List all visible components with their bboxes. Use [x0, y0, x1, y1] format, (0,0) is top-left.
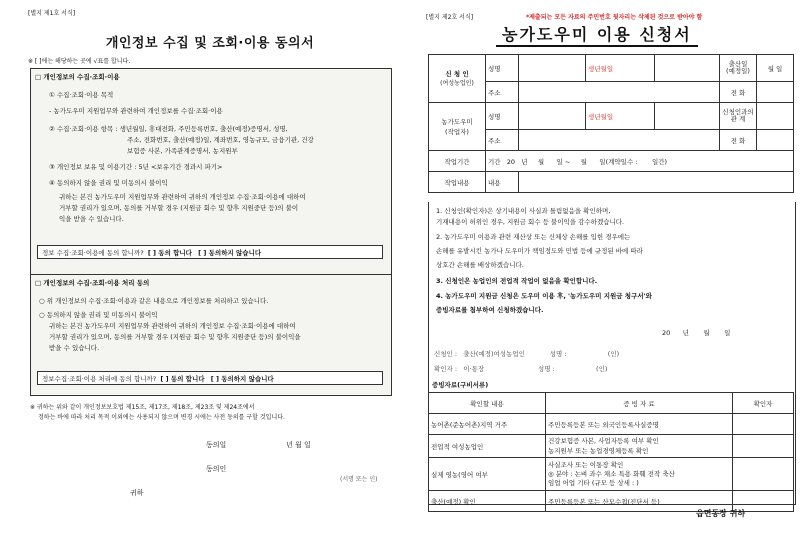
agree-row: [37, 245, 383, 259]
helper-label: 농가도우미 (작업자): [429, 103, 486, 151]
agree-no-checkbox[interactable]: [ ] 동의하지 않습니다: [210, 375, 274, 383]
consent-line: 받을 수 있습니다.: [49, 344, 100, 352]
consent-line: ○ 위 개인정보의 수집·조회·이용과 같은 내용으로 개인정보를 처리하고 있습니다.: [39, 297, 269, 305]
period-field[interactable]: 기간 20 년 월 일 ~ 월 일(계약일수 : 일간): [486, 151, 794, 172]
agree-yes-checkbox[interactable]: [ ] 동의 합니다: [147, 249, 192, 257]
application-date[interactable]: 20 년 월 일: [662, 329, 731, 337]
evidence-doc: 사실조사 또는 이통장 확인 ◎ 분야 : 논벼 과수 채소 특용 화훼 전작 축산 임업 어업 기타 (규모 등 상세 : ): [546, 458, 733, 491]
evidence-item: 농어촌(준농어촌)지역 거주: [429, 414, 546, 435]
helper-birth-value[interactable]: [655, 103, 720, 130]
evidence-header: 확인자: [733, 393, 794, 414]
name-label: 성명: [486, 55, 519, 82]
signer-label: 동의인: [206, 465, 227, 473]
consent-line: ○ 동의하지 않을 권리 및 미동의시 불이익: [39, 311, 158, 319]
helper-name-field[interactable]: [519, 103, 586, 130]
form-number: [별지 제2호 서식]: [426, 14, 474, 21]
consent-line: ③ 개인정보 보유 및 이용기간 : 5년 <보유기간 경과시 파기>: [49, 163, 223, 171]
agree-row: [37, 371, 383, 385]
consent-line: 거부할 권리가 있으며, 동의를 거부할 경우 (지원금 회수 및 향후 지원중단 등)의 불이익을: [49, 333, 301, 341]
evidence-checker[interactable]: [733, 435, 794, 458]
due-date-label: 출산일 (예정일): [720, 55, 757, 82]
section-heading: □ 개인정보의 수집·조회·이용: [35, 73, 120, 81]
note-line: 손해를 유발시킨 농가나 도우미가 책임정도와 민법 등에 규정된 바에 따라: [436, 247, 643, 255]
address-label: 주소: [486, 82, 519, 103]
warning-text: *제출되는 모든 자료의 주민번호 뒷자리는 삭제된 것으로 받아야 함: [526, 14, 703, 21]
evidence-doc: 주민등록등본 또는 외국인등록사실증명: [546, 414, 733, 435]
consent-line: 보험증 사본, 가족관계증명서, 농지원부: [127, 147, 238, 155]
applicant-signature[interactable]: 신청인 : 출산(예정)여성농업인 성명 : (인): [434, 350, 620, 358]
helper-address-field[interactable]: [519, 130, 720, 151]
phone-label: 전 화: [720, 130, 757, 151]
phone-label: 전 화: [720, 82, 757, 103]
applicant-sub-label: (여성농업인): [440, 79, 474, 87]
note-line: 상호간 손해를 배상하겠습니다.: [436, 261, 524, 269]
note-line: 기재내용이 허위인 경우, 지원금 회수 등 불이익을 감수하겠습니다.: [436, 218, 625, 226]
helper-phone-field[interactable]: [757, 130, 794, 151]
consent-line: ① 수집·조회·이용 목적: [49, 91, 114, 99]
content-sub-label: 내용: [486, 172, 519, 193]
agree-question: 정보수집·조회·이용 처리에 동의 합니까?: [42, 375, 157, 383]
addressee: 읍면동장 귀하: [696, 509, 746, 518]
consent-line: ④ 동의하지 않을 권리 및 미동의시 불이익: [49, 179, 168, 187]
evidence-checker[interactable]: [733, 414, 794, 435]
consent-date-label: 동의일: [206, 441, 227, 449]
helper-birth-field[interactable]: 생년월일: [586, 103, 655, 130]
consent-form: [28, 8, 392, 508]
birth-field[interactable]: 생년월일: [586, 55, 655, 82]
evidence-header: 증 빙 자 료: [546, 393, 733, 414]
note-line: 1. 신청인(확인자)은 상기내용이 사실과 틀림없음을 확인하며,: [436, 207, 611, 215]
table-row: [429, 458, 794, 491]
consent-line: ② 수집·조회·이용 항목 : 생년월일, 휴대전화, 주민등록번호, 출산(예정)증명서, 성명,: [49, 125, 288, 133]
evidence-item: 전업적 여성농업인: [429, 435, 546, 458]
consent-line: 익을 받을 수 있습니다.: [59, 215, 124, 223]
hint-text: ※ [ ]에는 해당하는 곳에 √표를 합니다.: [28, 58, 131, 65]
evidence-item: 실제 영농(영어 여부: [429, 458, 546, 491]
evidence-checker[interactable]: [733, 458, 794, 491]
application-form: [426, 8, 796, 528]
agree-question: 정보 수집·조회·이용에 동의 합니까?: [42, 249, 144, 257]
evidence-header: 확인할 내용: [429, 393, 546, 414]
page-title: 개인정보 수집 및 조회·이용 동의서: [105, 36, 315, 51]
content-field[interactable]: [519, 172, 794, 193]
applicant-table: [428, 54, 794, 193]
consent-line: 주소, 전화번호, 출산(예정)일, 계좌번호, 영농규모, 금융기관, 건강: [127, 136, 314, 144]
applicant-label: 신 청 인: [445, 69, 469, 78]
name-label: 성명: [486, 103, 519, 130]
phone-field[interactable]: [757, 82, 794, 103]
address-field[interactable]: [519, 82, 720, 103]
note-line: 4. 농가도우미 지원금 신청은 도우미 이용 후, '농가도우미 지원금 청구서'와: [436, 292, 652, 300]
agree-no-checkbox[interactable]: [ ] 동의하지 않습니다: [198, 249, 262, 257]
consent-line: 귀하는 본건 농가도우미 지원업무와 관련하여 귀하의 개인정보 수집·조회·이용에 대하여: [59, 193, 306, 201]
agree-yes-checkbox[interactable]: [ ] 동의 합니다: [160, 375, 205, 383]
note-line: 증빙자료를 첨부하여 신청하겠습니다.: [436, 306, 544, 314]
relation-field[interactable]: [757, 103, 794, 130]
address-label: 주소: [486, 130, 519, 151]
section-heading: □ 개인정보의 수집·조회·이용 처리 동의: [35, 279, 150, 287]
evidence-item: 출산(예정) 확인: [429, 491, 546, 512]
consent-date-field[interactable]: 년 월 일: [286, 441, 311, 449]
name-field[interactable]: [519, 55, 586, 82]
consent-section-1: [30, 68, 392, 296]
table-row: [429, 414, 794, 435]
note-line: 3. 신청인은 농업인의 전업적 작업이 없음을 확인합니다.: [436, 277, 598, 285]
relation-label: 신청인과의 관 계: [720, 103, 757, 130]
due-date-field[interactable]: 월 일: [757, 55, 794, 82]
birth-value[interactable]: [655, 55, 720, 82]
consent-line: - 농가도우미 지원업무와 관련하여 개인정보를 수집·조회·이용: [49, 107, 223, 115]
content-label: 작업내용: [429, 172, 486, 193]
period-label: 작업기간: [429, 151, 486, 172]
consent-line: 거부할 권리가 있으며, 동의를 거부할 경우 (지원금 회수 및 향후 지원중단 등)의 불이: [59, 204, 299, 212]
form-number: [별지 제1호 서식]: [28, 10, 76, 17]
evidence-doc: 건강보험증 사본, 사업자등록 여부 확인 농지원부 또는 농업경영체등록 확인: [546, 435, 733, 458]
addressee: 귀하: [130, 489, 144, 497]
table-row: [429, 435, 794, 458]
page-title: 농가도우미 이용 신청서: [496, 22, 698, 47]
evidence-title: 증빙자료(구비서류): [432, 381, 489, 389]
consent-line: 귀하는 본건 농가도우미 지원업무와 관련하여 귀하의 개인정보 수집·조회·이용에 대하여: [49, 322, 296, 330]
signature-note: (서명 또는 인): [340, 476, 378, 483]
evidence-table: [428, 392, 794, 512]
checker-signature[interactable]: 확인자 : 이·통장 성명 : (인): [434, 365, 608, 373]
footnote: ※ 귀하는 위와 같이 개인정보보호법 제15조, 제17조, 제18조, 제23조 및 제24조에서: [30, 404, 255, 411]
consent-section-2: [30, 274, 392, 396]
footnote: 정하는 바에 따라 처리 목적 이외에는 사용되지 않으며 변경 시에는 사전 동의를 구할 것입니다.: [38, 414, 285, 421]
applicant-label-cell: [429, 55, 486, 103]
note-line: 2. 농가도우미 이용과 관련 재산상 또는 신체상 손해를 입힌 경우에는: [436, 233, 631, 241]
evidence-doc: 주민등록등본 또는 산모수첩(진단서 등): [546, 491, 733, 512]
